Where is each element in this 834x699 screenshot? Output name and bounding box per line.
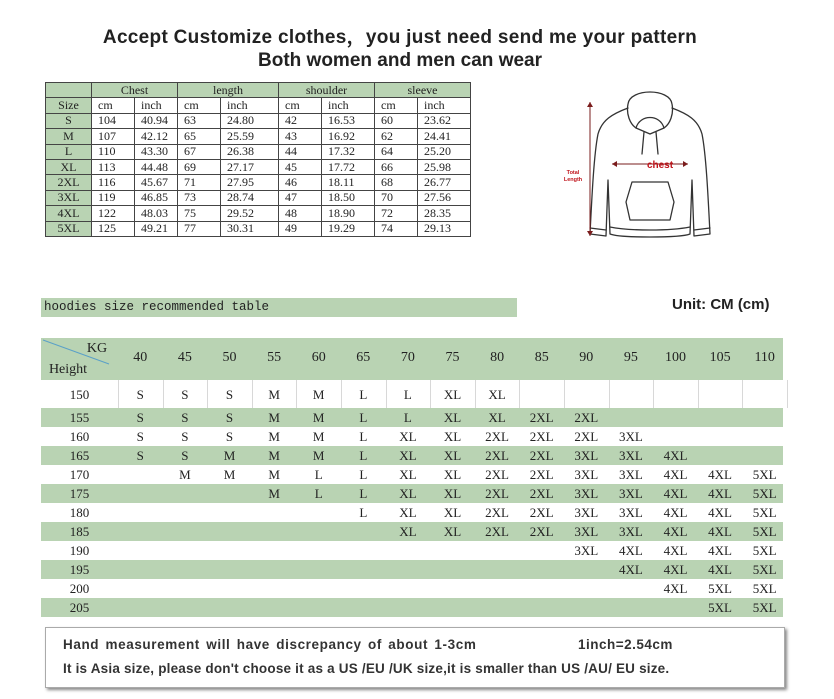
- weight-header: 65: [356, 350, 371, 365]
- recommend-size-table: [41, 338, 783, 617]
- height-value: 170: [69, 467, 90, 482]
- weight-header: 85: [534, 350, 549, 365]
- size-cell: 4XL: [663, 505, 688, 520]
- size-cell: M: [312, 386, 325, 402]
- size-cell: L: [359, 448, 368, 463]
- height-value: 180: [69, 505, 90, 520]
- kangaroo-pocket: [626, 182, 674, 220]
- size-table-cell: 18.90: [322, 206, 375, 221]
- size-cell: XL: [443, 429, 462, 444]
- size-cell: L: [359, 486, 368, 501]
- size-cell: XL: [399, 505, 417, 520]
- size-table-cell: 44.48: [135, 159, 178, 174]
- size-cell: 4XL: [663, 486, 688, 501]
- height-value: 165: [69, 448, 90, 463]
- size-table-cell: 2XL: [46, 175, 92, 190]
- size-table-cell: 64: [375, 144, 418, 159]
- height-value: 185: [69, 524, 90, 539]
- size-table-cell: 125: [92, 221, 135, 236]
- weight-header: 55: [267, 350, 282, 365]
- size-cell: 2XL: [529, 524, 554, 539]
- size-cell: M: [312, 410, 325, 425]
- size-table-cell: 27.56: [418, 190, 471, 205]
- size-table-cell: 29.52: [221, 206, 279, 221]
- size-cell: 3XL: [618, 486, 643, 501]
- size-table-cell: 4XL: [46, 206, 92, 221]
- size-table-cell: 69: [178, 159, 221, 174]
- size-cell: 4XL: [708, 524, 733, 539]
- height-label: Height: [48, 362, 88, 377]
- hoodie-measurement-diagram: [560, 84, 740, 254]
- size-cell: S: [136, 448, 144, 463]
- size-table-cell: 24.41: [418, 129, 471, 144]
- size-cell: S: [181, 386, 189, 402]
- weight-header: 75: [445, 350, 460, 365]
- size-table-cell: 43.30: [135, 144, 178, 159]
- size-cell: 4XL: [708, 486, 733, 501]
- size-cell: 3XL: [574, 505, 599, 520]
- size-table-cell: 104: [92, 113, 135, 128]
- asia-size-note: It is Asia size, please don't choose it as a US /EU /UK size,it is smaller than US /AU/ EU size.: [63, 661, 670, 676]
- size-cell: 4XL: [708, 505, 733, 520]
- size-cell: L: [359, 410, 368, 425]
- size-cell: M: [268, 410, 280, 425]
- height-value: 160: [69, 429, 90, 444]
- height-value: 155: [69, 410, 90, 425]
- table-row: [41, 465, 783, 484]
- size-cell: 3XL: [618, 467, 643, 482]
- size-cell: XL: [399, 448, 417, 463]
- size-cell: 4XL: [663, 448, 688, 463]
- size-table-cell: 16.92: [322, 129, 375, 144]
- size-cell: 2XL: [529, 467, 554, 482]
- size-table-unit: cm: [92, 98, 135, 113]
- size-cell: XL: [488, 410, 506, 425]
- size-table-cell: 3XL: [46, 190, 92, 205]
- size-cell: M: [268, 386, 280, 402]
- size-table-cell: 17.32: [322, 144, 375, 159]
- table-row: [46, 206, 471, 221]
- height-value: 175: [69, 486, 90, 501]
- size-cell: 5XL: [708, 581, 733, 596]
- size-table-cell: 28.74: [221, 190, 279, 205]
- table-row: [41, 598, 783, 617]
- discrepancy-note: Hand measurement will have discrepancy of about 1-3cm: [63, 637, 477, 652]
- weight-header: 90: [579, 350, 594, 365]
- size-cell: 3XL: [574, 524, 599, 539]
- table-row: [46, 190, 471, 205]
- size-table-cell: 49: [279, 221, 322, 236]
- size-table-cell: 107: [92, 129, 135, 144]
- height-value: 205: [69, 600, 90, 615]
- size-cell: 4XL: [708, 467, 733, 482]
- size-cell: XL: [443, 524, 462, 539]
- size-cell: XL: [399, 486, 417, 501]
- size-cell: XL: [443, 410, 462, 425]
- size-cell: XL: [488, 386, 506, 402]
- unit-label: Unit: CM (cm): [672, 296, 770, 313]
- size-cell: 2XL: [529, 429, 554, 444]
- size-table-cell: 27.95: [221, 175, 279, 190]
- size-cell: 5XL: [752, 562, 777, 577]
- size-cell: XL: [399, 467, 417, 482]
- size-table-unit: cm: [279, 98, 322, 113]
- size-cell: L: [314, 467, 323, 482]
- size-cell: M: [179, 467, 191, 482]
- size-table-cell: 110: [92, 144, 135, 159]
- size-table-cell: 48: [279, 206, 322, 221]
- size-cell: 4XL: [708, 562, 733, 577]
- svg-text:Length: Length: [563, 177, 583, 183]
- size-cell: M: [312, 448, 325, 463]
- size-table-cell: 30.31: [221, 221, 279, 236]
- size-table-cell: 19.29: [322, 221, 375, 236]
- size-table-cell: 44: [279, 144, 322, 159]
- size-cell: 2XL: [574, 410, 599, 425]
- table-row: [41, 408, 783, 427]
- size-cell: XL: [399, 524, 417, 539]
- size-cell: S: [136, 410, 144, 425]
- size-table-cell: 18.11: [322, 175, 375, 190]
- size-cell: 5XL: [752, 600, 777, 615]
- size-table-cell: 47: [279, 190, 322, 205]
- size-table-cell: 40.94: [135, 113, 178, 128]
- size-table-cell: 66: [375, 159, 418, 174]
- table-row: [46, 113, 471, 128]
- size-cell: XL: [443, 486, 462, 501]
- size-table-group-row: [46, 83, 471, 98]
- chest-label: chest: [646, 160, 674, 171]
- size-table-group-0: Chest: [92, 83, 178, 98]
- inch-conversion-note: 1inch=2.54cm: [578, 637, 673, 652]
- table-row: [41, 541, 783, 560]
- table-row: [41, 522, 783, 541]
- size-cell: M: [268, 429, 280, 444]
- size-cell: 4XL: [663, 524, 688, 539]
- size-table-cell: 25.20: [418, 144, 471, 159]
- size-table-cell: 116: [92, 175, 135, 190]
- size-table-cell: 23.62: [418, 113, 471, 128]
- size-table-cell: 49.21: [135, 221, 178, 236]
- size-cell: 2XL: [485, 505, 510, 520]
- size-cell: 2XL: [485, 467, 510, 482]
- size-column-header: Size: [46, 98, 92, 113]
- size-table-cell: 113: [92, 159, 135, 174]
- size-cell: 5XL: [752, 581, 777, 596]
- size-cell: S: [136, 429, 144, 444]
- size-cell: L: [359, 386, 368, 402]
- size-table-cell: 25.59: [221, 129, 279, 144]
- total-length-label: Total: [566, 170, 580, 176]
- weight-header: 110: [754, 350, 775, 365]
- weight-header: 105: [709, 350, 731, 365]
- size-cell: 4XL: [708, 543, 733, 558]
- size-cell: XL: [443, 448, 462, 463]
- size-table-cell: 67: [178, 144, 221, 159]
- size-cell: 2XL: [485, 429, 510, 444]
- size-table-cell: 27.17: [221, 159, 279, 174]
- size-cell: 4XL: [618, 562, 643, 577]
- size-table-cell: 25.98: [418, 159, 471, 174]
- size-table-cell: 26.77: [418, 175, 471, 190]
- size-table-group-3: sleeve: [375, 83, 471, 98]
- size-cell: S: [181, 429, 189, 444]
- size-table-cell: 73: [178, 190, 221, 205]
- size-cell: XL: [443, 386, 462, 402]
- size-cell: M: [312, 429, 325, 444]
- size-cell: 2XL: [485, 524, 510, 539]
- size-cell: 2XL: [529, 410, 554, 425]
- kg-label: KG: [86, 341, 108, 356]
- size-table-cell: 42.12: [135, 129, 178, 144]
- size-table-unit: cm: [178, 98, 221, 113]
- size-table-unit: inch: [322, 98, 375, 113]
- size-table-cell: 63: [178, 113, 221, 128]
- size-cell: L: [359, 505, 368, 520]
- size-cell: 3XL: [574, 486, 599, 501]
- table-row: [41, 560, 783, 579]
- size-cell: 2XL: [529, 448, 554, 463]
- size-cell: L: [403, 410, 412, 425]
- size-table-cell: 70: [375, 190, 418, 205]
- size-table-cell: 68: [375, 175, 418, 190]
- size-cell: 3XL: [618, 505, 643, 520]
- size-cell: 3XL: [574, 448, 599, 463]
- size-cell: 3XL: [574, 543, 599, 558]
- size-table-cell: 74: [375, 221, 418, 236]
- size-cell: 5XL: [752, 505, 777, 520]
- table-row: [46, 159, 471, 174]
- size-cell: XL: [443, 467, 462, 482]
- recommend-header-row: [41, 338, 783, 380]
- size-table-cell: 75: [178, 206, 221, 221]
- size-table-cell: 60: [375, 113, 418, 128]
- size-cell: 5XL: [752, 467, 777, 482]
- table-row: [41, 427, 783, 446]
- size-table-cell: 119: [92, 190, 135, 205]
- size-cell: 3XL: [574, 467, 599, 482]
- size-table-cell: 46.85: [135, 190, 178, 205]
- size-cell: S: [181, 410, 189, 425]
- size-table-cell: 71: [178, 175, 221, 190]
- size-cell: 5XL: [752, 543, 777, 558]
- size-table-cell: 29.13: [418, 221, 471, 236]
- hoodie-body-outline: [590, 108, 710, 237]
- size-cell: S: [181, 448, 189, 463]
- size-table-cell: 65: [178, 129, 221, 144]
- size-cell: 3XL: [618, 448, 643, 463]
- size-table-cell: 24.80: [221, 113, 279, 128]
- size-table-cell: 48.03: [135, 206, 178, 221]
- header-line-1: Accept Customize clothes，you just need send me your pattern: [102, 27, 698, 48]
- size-cell: 4XL: [663, 543, 688, 558]
- size-cell: 5XL: [752, 524, 777, 539]
- size-table-cell: 17.72: [322, 159, 375, 174]
- size-table-unit: inch: [135, 98, 178, 113]
- size-cell: S: [225, 410, 234, 425]
- notes-box: [45, 627, 785, 688]
- table-row: [41, 503, 783, 522]
- size-cell: XL: [399, 429, 417, 444]
- size-table-cell: 43: [279, 129, 322, 144]
- size-table-cell: 28.35: [418, 206, 471, 221]
- size-cell: 4XL: [618, 543, 643, 558]
- hood-outline: [627, 92, 672, 134]
- size-cell: 2XL: [574, 429, 599, 444]
- size-cell: L: [314, 486, 323, 501]
- table-row: [46, 221, 471, 236]
- size-cell: M: [223, 467, 236, 482]
- size-cell: 4XL: [663, 562, 688, 577]
- size-table-unit-row: [46, 98, 471, 113]
- size-cell: 4XL: [663, 581, 688, 596]
- size-cell: 5XL: [708, 600, 733, 615]
- table-row: [46, 129, 471, 144]
- size-cell: 3XL: [618, 429, 643, 444]
- size-table-cell: 122: [92, 206, 135, 221]
- size-table-cell: S: [46, 113, 92, 128]
- size-cell: M: [268, 448, 280, 463]
- size-cell: M: [223, 448, 236, 463]
- size-table-cell: 62: [375, 129, 418, 144]
- header-line-2: Both women and men can wear: [258, 50, 542, 71]
- size-cell: S: [136, 386, 144, 402]
- table-row: [46, 175, 471, 190]
- size-chart-table: [45, 82, 471, 237]
- table-row: [41, 446, 783, 465]
- weight-header: 40: [133, 350, 148, 365]
- weight-header: 50: [222, 350, 237, 365]
- size-table-cell: 18.50: [322, 190, 375, 205]
- size-table-cell: XL: [46, 159, 92, 174]
- table-row: [41, 380, 783, 408]
- weight-header: 70: [400, 350, 415, 365]
- size-cell: M: [268, 467, 280, 482]
- table-row: [46, 144, 471, 159]
- size-table-unit: inch: [418, 98, 471, 113]
- size-cell: 2XL: [485, 448, 510, 463]
- size-cell: S: [225, 386, 234, 402]
- size-cell: L: [359, 429, 368, 444]
- size-table-cell: 46: [279, 175, 322, 190]
- size-cell: M: [268, 486, 280, 501]
- height-value: 195: [69, 562, 90, 577]
- size-cell: 2XL: [529, 486, 554, 501]
- size-table-cell: 77: [178, 221, 221, 236]
- size-table-cell: 16.53: [322, 113, 375, 128]
- height-value: 200: [69, 581, 90, 596]
- size-cell: L: [359, 467, 368, 482]
- table-row: [41, 484, 783, 503]
- size-table-unit: cm: [375, 98, 418, 113]
- size-table-cell: 42: [279, 113, 322, 128]
- size-table-cell: 72: [375, 206, 418, 221]
- weight-header: 95: [623, 350, 638, 365]
- size-cell: 2XL: [529, 505, 554, 520]
- table-row: [41, 579, 783, 598]
- size-cell: 4XL: [663, 467, 688, 482]
- size-cell: 5XL: [752, 486, 777, 501]
- size-table-cell: 45.67: [135, 175, 178, 190]
- size-cell: 2XL: [485, 486, 510, 501]
- size-cell: 3XL: [618, 524, 643, 539]
- weight-header: 45: [177, 350, 192, 365]
- size-table-cell: 5XL: [46, 221, 92, 236]
- weight-header: 60: [311, 350, 326, 365]
- size-table-cell: L: [46, 144, 92, 159]
- weight-header: 100: [664, 350, 686, 365]
- size-table-group-2: shoulder: [279, 83, 375, 98]
- size-table-cell: 26.38: [221, 144, 279, 159]
- size-cell: S: [225, 429, 234, 444]
- height-value: 190: [69, 543, 90, 558]
- recommend-table-title: hoodies size recommended table: [41, 298, 517, 317]
- weight-header: 80: [490, 350, 505, 365]
- size-cell: XL: [443, 505, 462, 520]
- size-table-cell: M: [46, 129, 92, 144]
- size-cell: L: [403, 386, 412, 402]
- size-table-unit: inch: [221, 98, 279, 113]
- height-value: 150: [69, 386, 90, 402]
- size-table-group-1: length: [178, 83, 279, 98]
- size-table-cell: 45: [279, 159, 322, 174]
